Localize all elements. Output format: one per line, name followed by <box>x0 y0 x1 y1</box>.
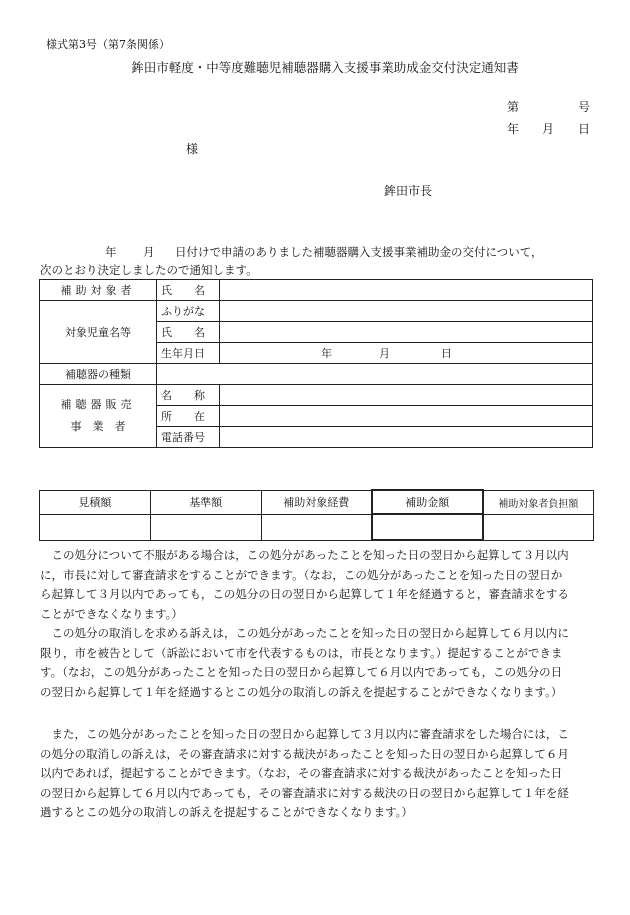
intro-line-2: 次のとおり決定しましたので通知します。 <box>40 263 258 277</box>
child-name-label: 氏 名 <box>157 322 220 343</box>
notice-line: ことができなくなります。） <box>40 606 183 621</box>
hearing-aid-type-label: 補聴器の種類 <box>40 364 157 385</box>
child-name-field[interactable] <box>220 322 593 343</box>
notice-line: ら起算して３月以内であっても，この処分の日の翌日から起算して１年を経過すると，審査請求をする <box>40 587 569 602</box>
eligible-expense-field[interactable] <box>261 514 372 540</box>
notice-review-request <box>40 546 595 624</box>
form-number: 様式第3号（第7条関係） <box>46 38 170 51</box>
birthdate-label: 生年月日 <box>157 343 220 364</box>
vendor-name-label: 名 称 <box>157 385 220 406</box>
estimate-header: 見積額 <box>40 490 151 514</box>
notice-line: 限り，市を被告として（訴訟において市を代表するものは，市長となります。）提起することができま <box>40 645 563 660</box>
self-pay-header: 補助対象者負担額 <box>483 490 594 514</box>
table-row <box>40 364 593 385</box>
notice-line: に，市長に対して審査請求をすることができます。（なお，この処分があったことを知った日の翌日か <box>40 567 563 582</box>
intro-year: 年 <box>105 245 117 259</box>
table-row <box>40 280 593 301</box>
notice-line: す。（なお，この処分があったことを知った日の翌日から起算して６月以内であっても，この処分の日 <box>40 665 563 680</box>
notice-line: の翌日から起算して１年を経過するとこの処分の取消しの訴えを提起することができなくなります。） <box>40 684 563 699</box>
subsidy-amount-field[interactable] <box>372 514 483 540</box>
table-row <box>40 385 593 406</box>
furigana-field[interactable] <box>220 301 593 322</box>
subject-person-label: 補助対象者 <box>40 280 157 301</box>
hearing-aid-type-field[interactable] <box>157 364 593 385</box>
vendor-name-field[interactable] <box>220 385 593 406</box>
issue-date-year: 年 <box>507 122 520 136</box>
notice-line: この処分の取消しを求める訴えは，この処分があったことを知った日の翌日から起算して６月以内に <box>40 626 569 640</box>
vendor-address-label: 所 在 <box>157 406 220 427</box>
birth-year: 年 <box>321 347 332 360</box>
issue-date-day: 日 <box>578 122 591 136</box>
notice-line: 以内であれば，提起することができます。（なお，その審査請求に対する裁決があったことを知った日 <box>40 766 563 781</box>
vendor-label <box>40 385 157 448</box>
notice-line: 過するとこの処分の取消しの訴えを提起することができなくなります。） <box>40 805 413 820</box>
child-info-label: 対象児童名等 <box>40 301 157 364</box>
amount-table <box>39 489 594 541</box>
vendor-address-field[interactable] <box>220 406 593 427</box>
intro-text: 日付けで申請のありました補聴器購入支援事業補助金の交付について， <box>175 245 543 259</box>
subsidy-amount-header: 補助金額 <box>372 490 483 514</box>
table-row <box>40 490 594 514</box>
table-row <box>40 514 594 540</box>
vendor-phone-label: 電話番号 <box>157 427 220 448</box>
addressee-suffix: 様 <box>186 142 199 156</box>
subject-name-label: 氏 名 <box>157 280 220 301</box>
issuer: 鉾田市長 <box>384 184 433 198</box>
notice-line: この処分について不服がある場合は，この処分があったことを知った日の翌日から起算して３月以内 <box>40 548 569 562</box>
issue-date-month: 月 <box>542 122 555 136</box>
eligible-expense-header: 補助対象経費 <box>261 490 372 514</box>
intro-line-1 <box>105 244 543 260</box>
notice-line: の処分の取消しの訴えは，その審査請求に対する裁決があったことを知った日の翌日から起算して６月 <box>40 746 569 761</box>
document-number-label: 第 <box>507 100 520 114</box>
document-number-suffix: 号 <box>578 100 591 114</box>
birth-day: 日 <box>441 347 452 360</box>
standard-amount-field[interactable] <box>150 514 261 540</box>
notice-line: の翌日から起算して６月以内であっても，その審査請求に対する裁決の日の翌日から起算して１年を経 <box>40 785 569 800</box>
vendor-phone-field[interactable] <box>220 427 593 448</box>
notice-lawsuit <box>40 624 595 702</box>
applicant-table <box>39 279 593 448</box>
table-row <box>40 301 593 322</box>
estimate-field[interactable] <box>40 514 151 540</box>
intro-month: 月 <box>143 245 155 259</box>
vendor-label-line-1: 補聴器販売 <box>60 398 136 411</box>
subject-name-field[interactable] <box>220 280 593 301</box>
notice-line: また，この処分があったことを知った日の翌日から起算して３月以内に審査請求をした場合には，こ <box>40 727 569 741</box>
furigana-label: ふりがな <box>157 301 220 322</box>
notice-lawsuit-after-review <box>40 725 595 823</box>
vendor-label-line-2: 事 業 者 <box>70 420 126 433</box>
birthdate-field[interactable] <box>220 343 593 364</box>
birth-month: 月 <box>379 347 390 360</box>
document-title: 鉾田市軽度・中等度難聴児補聴器購入支援事業助成金交付決定通知書 <box>131 60 519 75</box>
standard-amount-header: 基準額 <box>150 490 261 514</box>
self-pay-field[interactable] <box>483 514 594 540</box>
